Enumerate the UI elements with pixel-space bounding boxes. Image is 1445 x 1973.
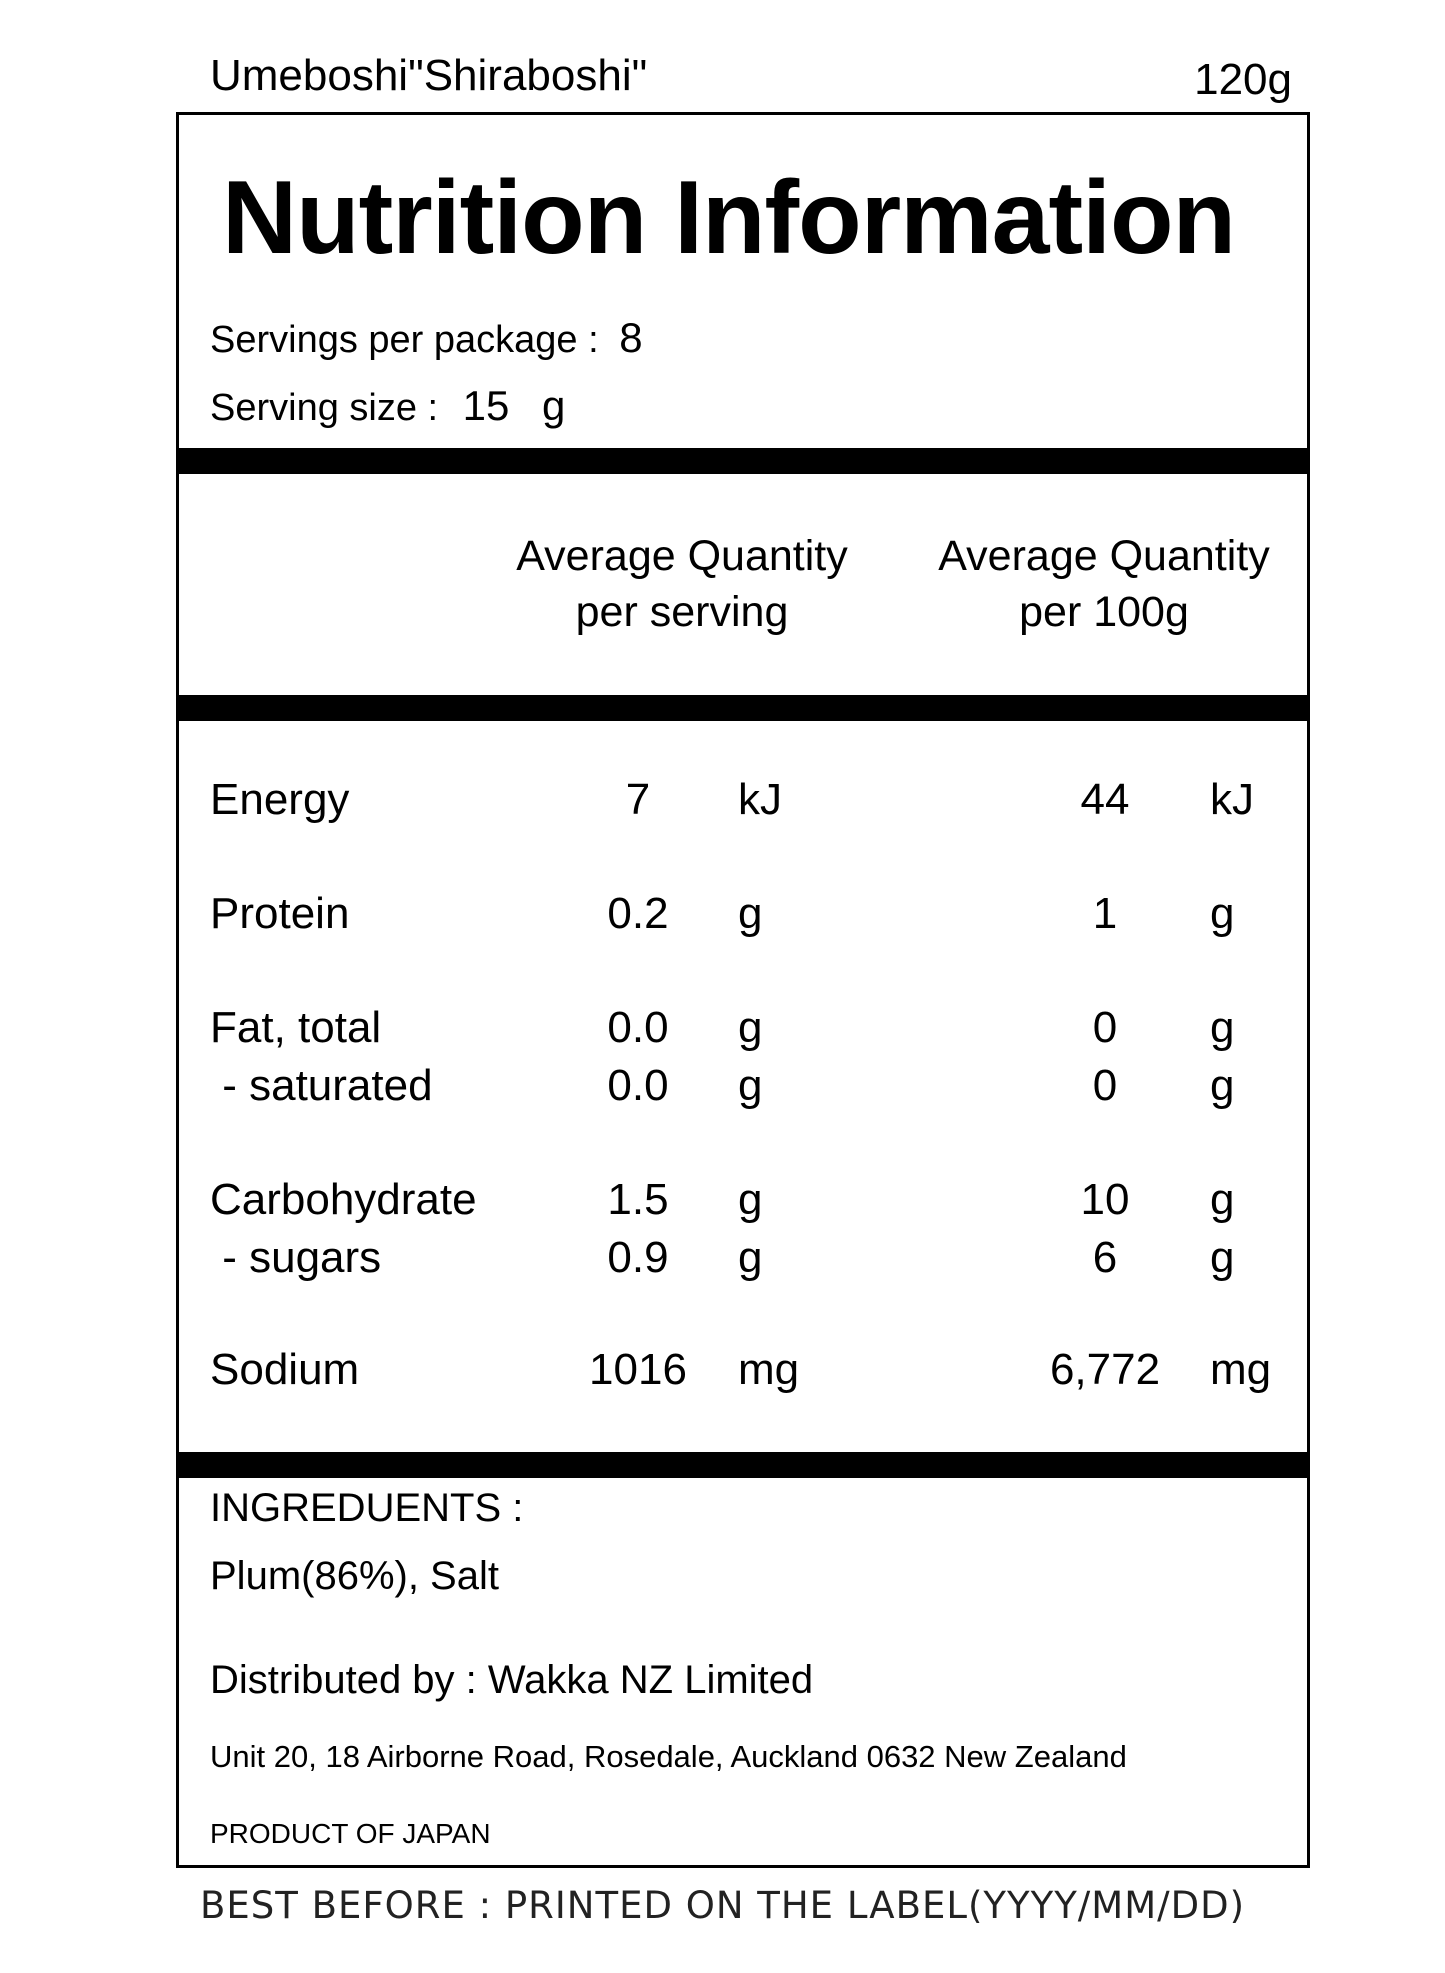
nutrient-label: Protein — [210, 889, 350, 938]
net-weight: 120g — [1194, 55, 1292, 104]
column-header-per-100g — [904, 528, 1304, 640]
nutrient-label: - sugars — [210, 1233, 382, 1282]
nutrient-label: Sodium — [210, 1345, 360, 1394]
column-header-line: Average Quantity — [516, 532, 848, 580]
nutrient-per-100g-unit: g — [1210, 1003, 1235, 1052]
servings-label: Servings per package : — [210, 319, 599, 361]
nutrient-per-serving: 1.5 — [607, 1175, 669, 1224]
nutrient-per-100g: 0 — [1092, 1003, 1118, 1052]
ingredients-heading: INGREDUENTS : — [210, 1486, 524, 1530]
product-origin: PRODUCT OF JAPAN — [210, 1818, 491, 1849]
column-header-line: per 100g — [1019, 588, 1189, 636]
nutrient-per-100g: 6 — [1092, 1233, 1118, 1282]
nutrient-per-serving-unit: g — [738, 1061, 763, 1110]
best-before: BEST BEFORE : PRINTED ON THE LABEL(YYYY/MM/DD) — [200, 1884, 1245, 1927]
column-header-per-serving — [482, 528, 882, 640]
nutrient-per-serving: 0.0 — [607, 1061, 669, 1110]
nutrient-label: Energy — [210, 775, 350, 824]
divider-thick — [176, 695, 1310, 721]
nutrient-per-serving-unit: g — [738, 1175, 763, 1224]
distributor-address: Unit 20, 18 Airborne Road, Rosedale, Auckland 0632 New Zealand — [210, 1739, 1127, 1774]
nutrient-per-100g-unit: kJ — [1210, 775, 1254, 824]
nutrient-per-serving: 0.9 — [607, 1233, 669, 1282]
nutrient-per-serving-unit: g — [738, 1233, 763, 1282]
panel-title: Nutrition Information — [222, 160, 1236, 276]
serving-size-unit: g — [541, 382, 566, 429]
product-name: Umeboshi"Shiraboshi" — [210, 51, 648, 100]
nutrient-per-100g-unit: g — [1210, 1233, 1235, 1282]
divider-thick — [176, 1452, 1310, 1478]
nutrient-per-serving: 7 — [625, 775, 651, 824]
nutrient-per-100g: 10 — [1080, 1175, 1130, 1224]
nutrient-per-serving: 1016 — [589, 1345, 687, 1394]
nutrient-label: - saturated — [210, 1061, 433, 1110]
nutrient-per-100g-unit: g — [1210, 1061, 1235, 1110]
nutrient-per-serving: 0.2 — [607, 889, 669, 938]
nutrient-per-serving-unit: g — [738, 1003, 763, 1052]
servings-per-package — [210, 314, 643, 364]
nutrient-per-100g-unit: mg — [1210, 1345, 1272, 1394]
nutrient-per-100g: 1 — [1092, 889, 1118, 938]
nutrient-per-100g: 44 — [1080, 775, 1130, 824]
nutrient-per-100g: 6,772 — [1049, 1345, 1161, 1394]
serving-size — [210, 382, 565, 432]
nutrient-label: Carbohydrate — [210, 1175, 477, 1224]
column-header-line: per serving — [575, 588, 789, 636]
nutrient-per-serving-unit: mg — [738, 1345, 800, 1394]
column-header-line: Average Quantity — [938, 532, 1270, 580]
nutrient-per-serving-unit: g — [738, 889, 763, 938]
nutrient-label: Fat, total — [210, 1003, 382, 1052]
nutrient-per-serving: 0.0 — [607, 1003, 669, 1052]
servings-value: 8 — [619, 314, 643, 361]
nutrition-panel — [176, 112, 1310, 1868]
serving-size-label: Serving size : — [210, 387, 439, 429]
nutrient-per-100g-unit: g — [1210, 889, 1235, 938]
nutrient-per-serving-unit: kJ — [738, 775, 782, 824]
nutrient-per-100g-unit: g — [1210, 1175, 1235, 1224]
serving-size-value: 15 — [462, 382, 510, 429]
distributor-line: Distributed by : Wakka NZ Limited — [210, 1658, 814, 1702]
divider-thick — [176, 448, 1310, 474]
nutrient-per-100g: 0 — [1092, 1061, 1118, 1110]
ingredients-text: Plum(86%), Salt — [210, 1554, 499, 1598]
